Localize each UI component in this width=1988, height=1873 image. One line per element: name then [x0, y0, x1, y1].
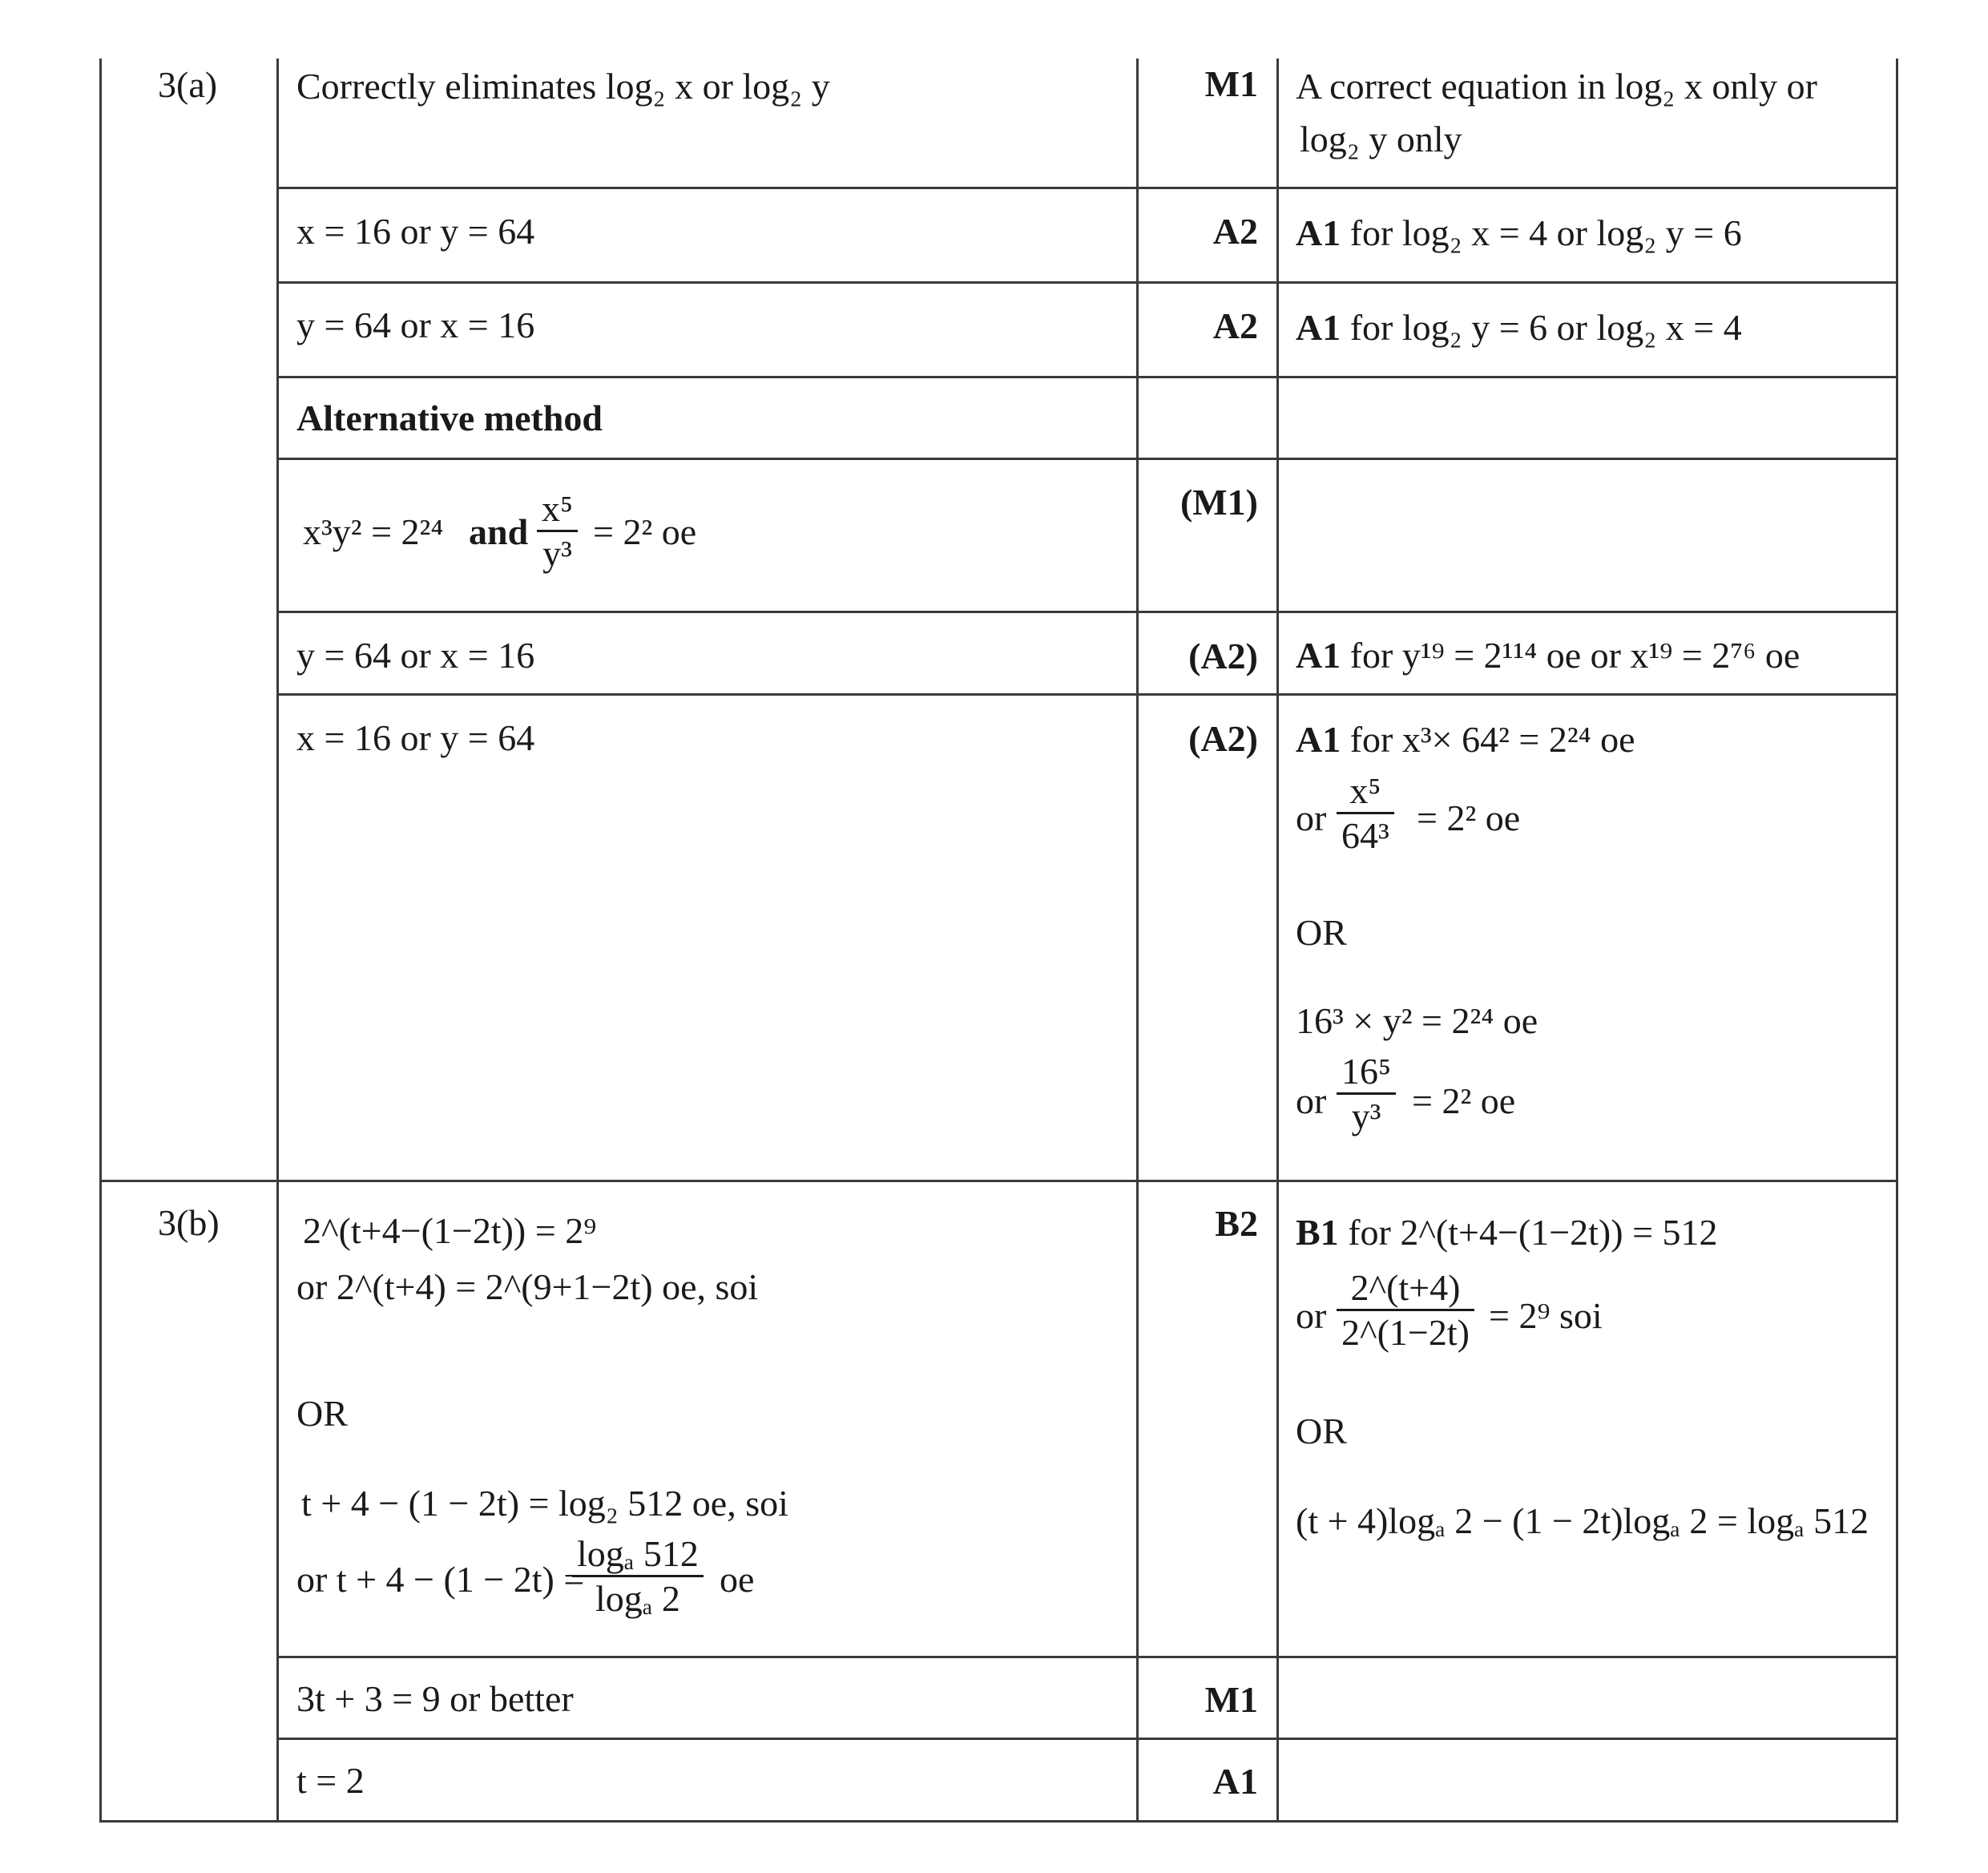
fraction	[537, 487, 578, 575]
row-divider	[276, 611, 1898, 613]
column-divider-1	[276, 59, 279, 1823]
working-cell: or 2^(t+4) = 2^(9+1−2t) oe, soi	[296, 1266, 759, 1307]
working-cell: x = 16 or y = 64	[296, 211, 535, 252]
fraction-denominator: y³	[542, 533, 572, 574]
working-cell: Correctly eliminates log₂ x or log₂ y	[296, 66, 830, 107]
row-divider	[276, 281, 1898, 284]
working-cell: t + 4 − (1 − 2t) = log₂ 512 oe, soi	[301, 1483, 788, 1524]
table-border-left	[99, 59, 102, 1823]
table-border-bottom	[99, 1820, 1898, 1823]
comment-text: for y¹⁹ = 2¹¹⁴ oe or x¹⁹ = 2⁷⁶ oe	[1349, 635, 1800, 676]
fraction-numerator: logₐ 512	[572, 1532, 704, 1577]
comment-cell	[1296, 635, 1800, 677]
comment-cell	[1296, 212, 1742, 255]
or-word: or	[1296, 1295, 1327, 1336]
fraction	[1337, 769, 1394, 857]
mark-code: A1	[1296, 307, 1341, 348]
comment-text: for log₂ y = 6 or log₂ x = 4	[1349, 307, 1742, 348]
mark-cell: (M1)	[1179, 482, 1258, 523]
working-cell: or t + 4 − (1 − 2t) =	[296, 1559, 585, 1600]
mark-code: A1	[1296, 719, 1341, 760]
working-cell: x³y² = 2²⁴	[303, 511, 444, 552]
or-word: or	[1296, 797, 1327, 838]
question-divider	[99, 1180, 1898, 1182]
mark-cell: A2	[1212, 305, 1258, 346]
comment-text: for log₂ x = 4 or log₂ y = 6	[1349, 212, 1742, 253]
fraction-numerator: 16⁵	[1337, 1050, 1396, 1095]
comment-text: OR	[1296, 912, 1347, 953]
mark-cell: M1	[1204, 1679, 1258, 1720]
alternative-method-heading: Alternative method	[296, 398, 603, 438]
working-cell: y = 64 or x = 16	[296, 635, 535, 676]
question-label-3a: 3(a)	[158, 64, 218, 105]
row-divider	[276, 1738, 1898, 1740]
comment-cell: log₂ y only	[1300, 119, 1462, 159]
or-word: or	[1296, 1080, 1327, 1121]
fraction-numerator: x⁵	[1337, 769, 1394, 814]
comment-text: (t + 4)logₐ 2 − (1 − 2t)logₐ 2 = logₐ 512	[1296, 1500, 1869, 1541]
mark-cell: (A2)	[1188, 636, 1258, 676]
comment-text: 16³ × y² = 2²⁴ oe	[1296, 1000, 1538, 1041]
comment-text: = 2² oe	[1417, 797, 1521, 838]
mark-cell: A2	[1212, 211, 1258, 252]
fraction-denominator: 2^(1−2t)	[1341, 1312, 1470, 1353]
question-label-3b: 3(b)	[158, 1202, 220, 1243]
fraction	[1337, 1266, 1474, 1354]
mark-cell: A1	[1212, 1761, 1258, 1802]
row-divider	[276, 376, 1898, 378]
fraction	[572, 1532, 704, 1620]
comment-text: for x³× 64² = 2²⁴ oe	[1349, 719, 1635, 760]
mark-code: A1	[1296, 635, 1341, 676]
and-word: and	[469, 511, 529, 552]
comment-cell	[1296, 307, 1742, 349]
column-divider-3	[1276, 59, 1279, 1823]
working-cell: oe	[720, 1559, 755, 1600]
working-cell: x = 16 or y = 64	[296, 717, 535, 758]
working-cell: t = 2	[296, 1760, 365, 1801]
fraction-denominator: y³	[1351, 1096, 1381, 1136]
fraction-denominator: logₐ 2	[595, 1578, 680, 1619]
comment-text: OR	[1296, 1411, 1347, 1451]
comment-text: = 2⁹ soi	[1489, 1295, 1603, 1336]
fraction-numerator: 2^(t+4)	[1337, 1266, 1474, 1311]
comment-cell: A correct equation in log₂ x only or	[1296, 66, 1817, 107]
working-cell: = 2² oe	[593, 511, 697, 552]
working-cell: OR	[296, 1393, 348, 1434]
row-divider	[276, 187, 1898, 189]
mark-cell: M1	[1204, 63, 1258, 104]
mark-code: A1	[1296, 212, 1341, 253]
mark-code: B1	[1296, 1212, 1339, 1253]
comment-text: for 2^(t+4−(1−2t)) = 512	[1348, 1212, 1718, 1253]
comment-cell	[1296, 1212, 1718, 1254]
comment-text: = 2² oe	[1412, 1080, 1516, 1121]
row-divider	[276, 458, 1898, 460]
fraction	[1337, 1050, 1396, 1137]
fraction-denominator: 64³	[1341, 815, 1389, 856]
mark-cell: B2	[1215, 1203, 1258, 1244]
working-cell: 2^(t+4−(1−2t)) = 2⁹	[303, 1210, 597, 1251]
row-divider	[276, 693, 1898, 696]
fraction-numerator: x⁵	[537, 487, 578, 532]
row-divider	[276, 1656, 1898, 1658]
table-border-right	[1896, 59, 1898, 1823]
comment-cell	[1296, 719, 1635, 761]
mark-cell: (A2)	[1188, 718, 1258, 759]
working-cell: y = 64 or x = 16	[296, 305, 535, 345]
working-cell: 3t + 3 = 9 or better	[296, 1678, 574, 1719]
